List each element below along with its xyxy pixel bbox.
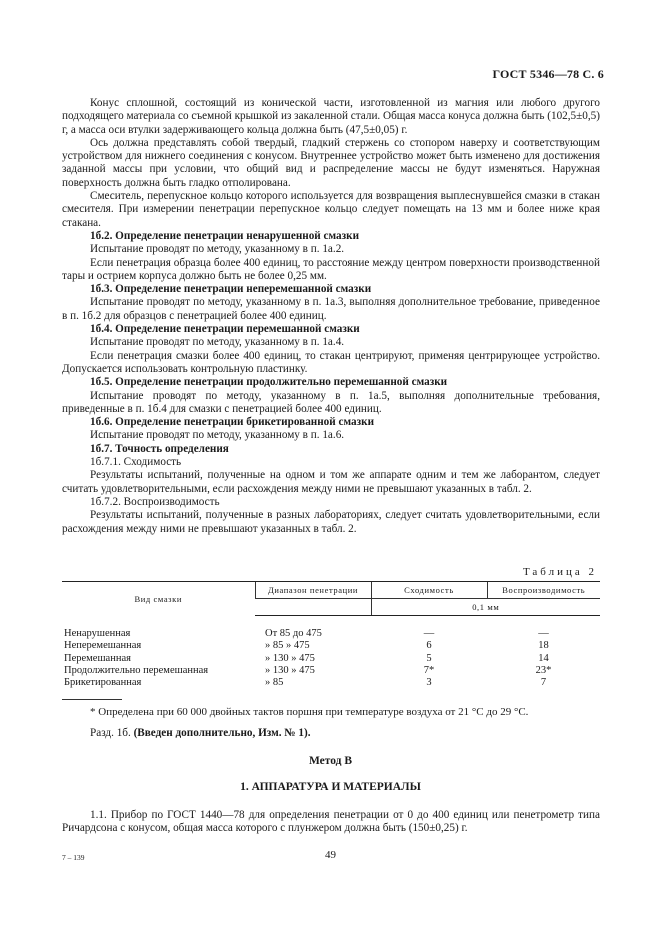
col-header-range: Диапазон пенетрации (255, 582, 371, 599)
paragraph: 1.1. Прибор по ГОСТ 1440—78 для определения пенетрации от 0 до 400 единиц или пенетрометр типа Ричардсона с конусом, общая масса которого с плунжером должна быть (150±0,25) г. (62, 809, 600, 835)
section-heading: 1б.3. Определение пенетрации неперемешанной смазки (90, 283, 372, 296)
table-cell: — (538, 628, 549, 639)
section-heading: 1б.5. Определение пенетрации продолжительно перемешанной смазки (90, 376, 448, 389)
col-header-blank (255, 599, 371, 616)
col-header-repeatability: Сходимость (371, 582, 487, 599)
method-title: Метод В (308, 755, 353, 767)
section-heading: 1б.2. Определение пенетрации ненарушенной смазки (90, 229, 360, 242)
paragraph: Результаты испытаний, полученные на одном и том же аппарате одним и тем же лаборантом, следует считать удовлетворительными, если расхождения между ними не превышают указанных в табл. 2. (62, 469, 600, 495)
table-row (62, 616, 600, 641)
table-row (62, 653, 600, 665)
footnote-rule (62, 699, 122, 700)
table-cell: Продолжительно перемешанная (64, 664, 209, 676)
amendment-note (90, 727, 311, 739)
paragraph: Испытание проводят по методу, указанному в п. 1а.3, выполняя дополнительное требование, приведенное в п. 1б.2 для образцов с пенетрацией более 400 единиц. (62, 296, 600, 322)
table-cell: 23* (535, 664, 552, 676)
table-cell: Брикетированная (64, 677, 142, 689)
paragraph: Испытание проводят по методу, указанному в п. 1а.6. (90, 429, 345, 442)
section-title: 1. АППАРАТУРА И МАТЕРИАЛЫ (240, 781, 421, 793)
col-header-reproducibility: Воспроизводимость (487, 582, 600, 599)
table-cell: » 85 (265, 677, 284, 689)
footnote-text: * Определена при 60 000 двойных тактов поршня при температуре воздуха от 21 °С до 29 °С. (90, 706, 529, 718)
subsection-heading: 1б.7.1. Сходимость (90, 456, 182, 469)
table-cell: 18 (538, 640, 549, 652)
paragraph: Смеситель, перепускное кольцо которого используется для возвращения выплеснувшейся смазки в стакан смесителя. При измерении пенетрации перепускное кольцо следует помещать на 13 мм и более ниже края стакана. (62, 190, 600, 229)
paragraph: Испытание проводят по методу, указанному в п. 1а.4. (90, 336, 345, 349)
amendment-prefix: Разд. 1б. (90, 727, 131, 739)
body-text (62, 97, 600, 536)
section-heading: 1б.4. Определение пенетрации перемешанной смазки (90, 323, 360, 336)
table-cell: » 130 » 475 (265, 664, 315, 676)
table-cell: 14 (538, 652, 549, 664)
page-header: ГОСТ 5346—78 С. 6 (492, 67, 604, 81)
paragraph: Ось должна представлять собой твердый, гладкий стержень со стопором наверху и соответствующим устройством для нижнего соединения с конусом. Внутреннее устройство может быть изменено для достижения заданной массы при условии, что общий вид и распределение массы не будут изменяться. Наружная поверхность должна быть гладко отполирована. (62, 136, 600, 189)
table-cell: » 130 » 475 (265, 652, 315, 664)
paragraph: Если пенетрация образца более 400 единиц, то расстояние между центром поверхности производственной тары и острием корпуса должно быть не более 0,25 мм. (62, 256, 600, 282)
table-caption: Таблица 2 (522, 566, 597, 578)
table-cell: Неперемешанная (64, 640, 142, 652)
section-heading: 1б.6. Определение пенетрации брикетированной смазки (90, 416, 375, 429)
table-cell: Перемешанная (64, 652, 131, 664)
col-header-grease-type: Вид смазки (62, 582, 255, 616)
table-cell: 3 (426, 677, 432, 689)
precision-table (62, 581, 600, 689)
table-cell: — (423, 628, 435, 639)
table-row (62, 665, 600, 677)
section-heading: 1б.7. Точность определения (90, 442, 229, 455)
amendment-bold: (Введен дополнительно, Изм. № 1). (133, 727, 311, 739)
table-cell: 5 (426, 652, 432, 664)
paragraph: Испытание проводят по методу, указанному в п. 1а.5, выполняя дополнительные требования, приведенные в п. 1б.4 для смазки с пенетрацией более 400 единиц. (62, 389, 600, 415)
paragraph: Конус сплошной, состоящий из конической части, изготовленной из магния или любого другого подходящего материала со съемной крышкой из закаленной стали. Общая масса конуса должна быть (102,5±0,5) г, а масса оси втулки задерживающего кольца должна быть (47,5±0,05) г. (62, 97, 600, 136)
table-cell: От 85 до 475 (265, 628, 322, 639)
table-row (62, 640, 600, 652)
paragraph: Результаты испытаний, полученные в разных лабораториях, следует считать удовлетворительными, если расхождения между ними не превышают указанных в табл. 2. (62, 509, 600, 535)
subsection-heading: 1б.7.2. Воспроизводимость (90, 495, 220, 508)
table-cell: 6 (426, 640, 432, 652)
table-cell: Ненарушенная (64, 627, 131, 639)
table-footnote (62, 699, 600, 718)
print-code: 7 – 139 (62, 853, 85, 862)
unit-header: 0,1 мм (371, 599, 600, 616)
page-number: 49 (325, 849, 336, 861)
table-cell: 7 (540, 677, 547, 689)
table-row (62, 677, 600, 689)
table-cell: 7* (423, 664, 435, 676)
table-cell: » 85 » 475 (265, 640, 310, 652)
paragraph: Если пенетрация смазки более 400 единиц, то стакан центрируют, применяя центрирующее устройство. Допускается использовать контрольную пластинку. (62, 349, 600, 375)
paragraph: Испытание проводят по методу, указанному в п. 1а.2. (90, 243, 345, 256)
paragraph-1-1 (62, 809, 600, 836)
